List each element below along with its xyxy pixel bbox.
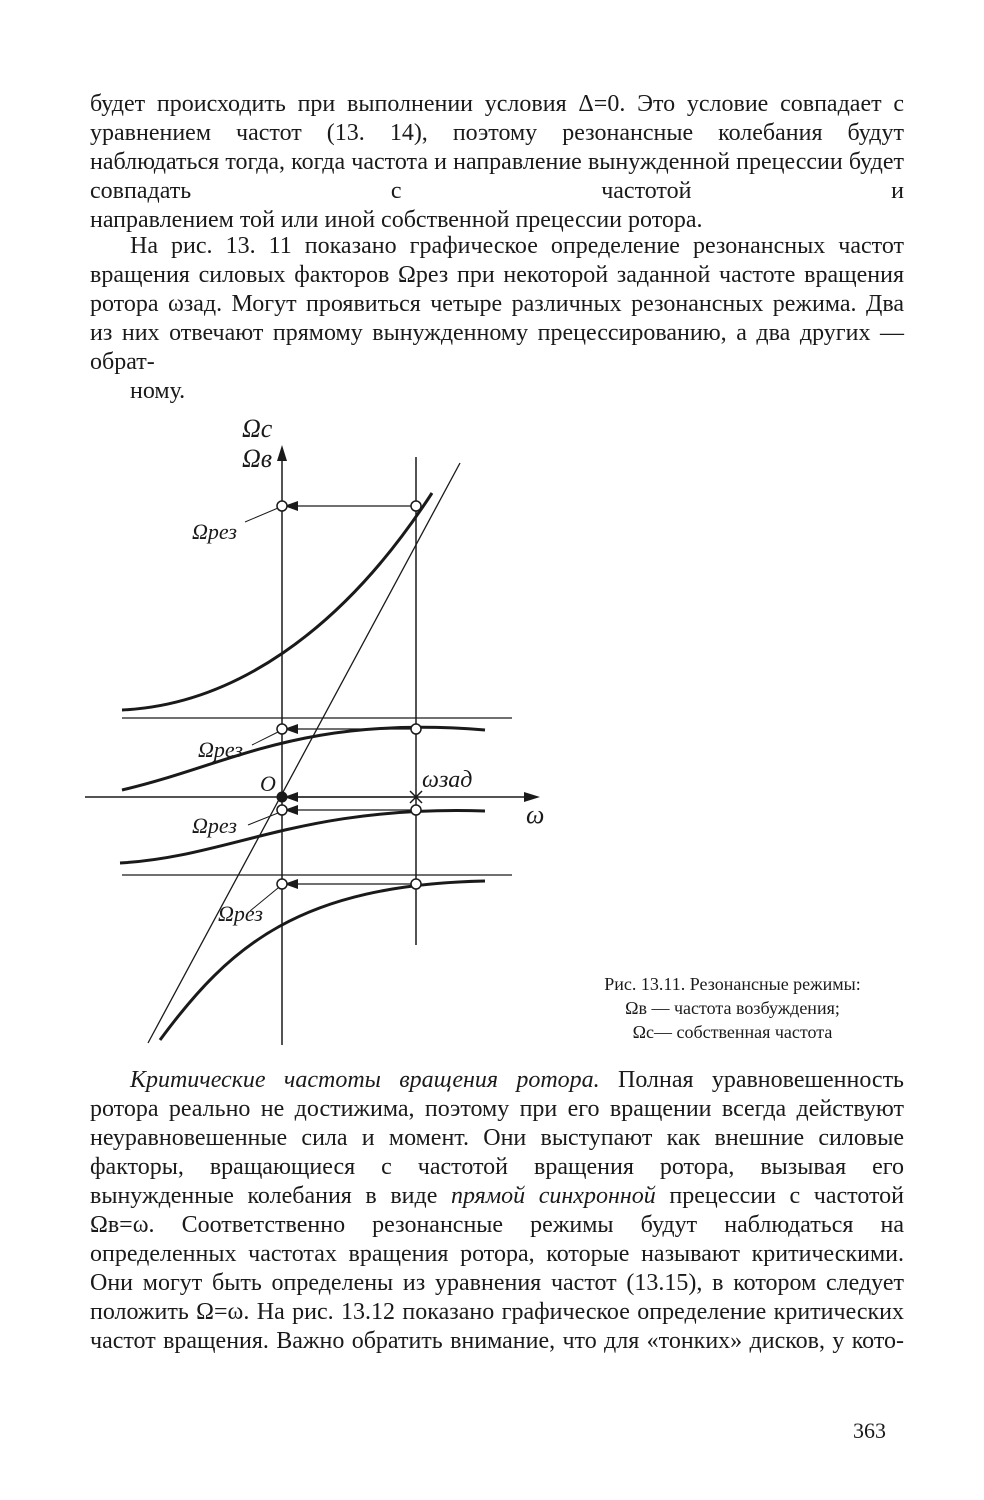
leader-2 — [252, 732, 278, 745]
point-rez-2 — [277, 724, 287, 734]
paragraph-3-heading: Критические частоты вращения ротора. — [130, 1067, 600, 1093]
origin-point — [277, 792, 288, 803]
paragraph-1-text: будет происходить при выполнении условия Δ=0. Это условие совпадает с уравнением частот (13. 14), поэтому резонансные колебания будут наблюдаться тогда, когда частота и направление вынужденной прецессии будет совпадать с частотой и — [90, 91, 904, 204]
paragraph-3 — [90, 1066, 904, 1356]
paragraph-3-continuation: прецессии с частотой Ωв=ω. Соответственно резонансные режимы будут наблюдаться на определенных частотах вращения ротора, которые называют критическими. Они могут быть определены из уравнения частот (13.15), в котором следует положить Ω=ω. На рис. 13.12 показано графическое определение критических частот вращения. Важно обратить внимание, что для «тонких» дисков, у кото- — [90, 1183, 905, 1354]
curve-backward-upper — [120, 811, 485, 863]
paragraph-2-text: На рис. 13. 11 показано графическое определение резонансных частот вращения силовых факторов Ωрез при некоторой заданной частоте вращения ротора ωзад. Могут проявиться четыре различных резонансных режима. Два из них отвечают прямому вынужденному прецессированию, а два других — обрат- — [90, 233, 904, 375]
point-rez-4 — [277, 879, 287, 889]
rez-label-1: Ωрез — [192, 519, 237, 544]
point-rez-3 — [277, 805, 287, 815]
curve-backward-lower — [160, 881, 485, 1040]
paragraph-3-italic: прямой синхронной — [450, 1183, 656, 1209]
point-intersect-1 — [411, 501, 421, 511]
point-rez-1 — [277, 501, 287, 511]
caption-line-3: Ωс— собственная частота — [632, 1022, 833, 1042]
figure-caption — [560, 972, 905, 1044]
point-intersect-2 — [411, 724, 421, 734]
point-intersect-4 — [411, 879, 421, 889]
leader-3 — [248, 813, 278, 825]
paragraph-1-last-line: направлением той или иной собственной прецессии ротора. — [90, 207, 703, 233]
rez-label-3: Ωрез — [192, 813, 237, 838]
point-intersect-3 — [411, 805, 421, 815]
y-axis-arrow — [277, 445, 287, 461]
resonance-figure — [80, 405, 560, 1045]
y-axis-label-bottom: Ωв — [242, 444, 273, 473]
excitation-line — [148, 463, 460, 1043]
paragraph-1 — [90, 90, 904, 235]
y-axis-label-top: Ωc — [242, 414, 273, 443]
caption-line-1: Рис. 13.11. Резонансные режимы: — [604, 974, 861, 994]
paragraph-2-last-line: ному. — [130, 378, 186, 404]
caption-line-2: Ωв — частота возбуждения; — [625, 998, 840, 1018]
origin-label: O — [260, 771, 276, 796]
x-axis-label: ω — [526, 800, 545, 829]
rez-label-4: Ωрез — [218, 901, 263, 926]
rez-label-2: Ωрез — [198, 737, 243, 762]
wzad-label: ωзад — [422, 767, 473, 793]
leader-1 — [245, 508, 278, 522]
paragraph-3-text: Полная уравновешенность ротора реально не достижима, поэтому при его вращении всегда действуют неуравновешенные сила и момент. Они выступают как внешние силовые факторы, вращающиеся с частотой вращения ротора, вызывая его вынужденные колебания в виде — [90, 1067, 905, 1209]
paragraph-2 — [90, 232, 904, 406]
page-number: 363 — [853, 1418, 886, 1443]
